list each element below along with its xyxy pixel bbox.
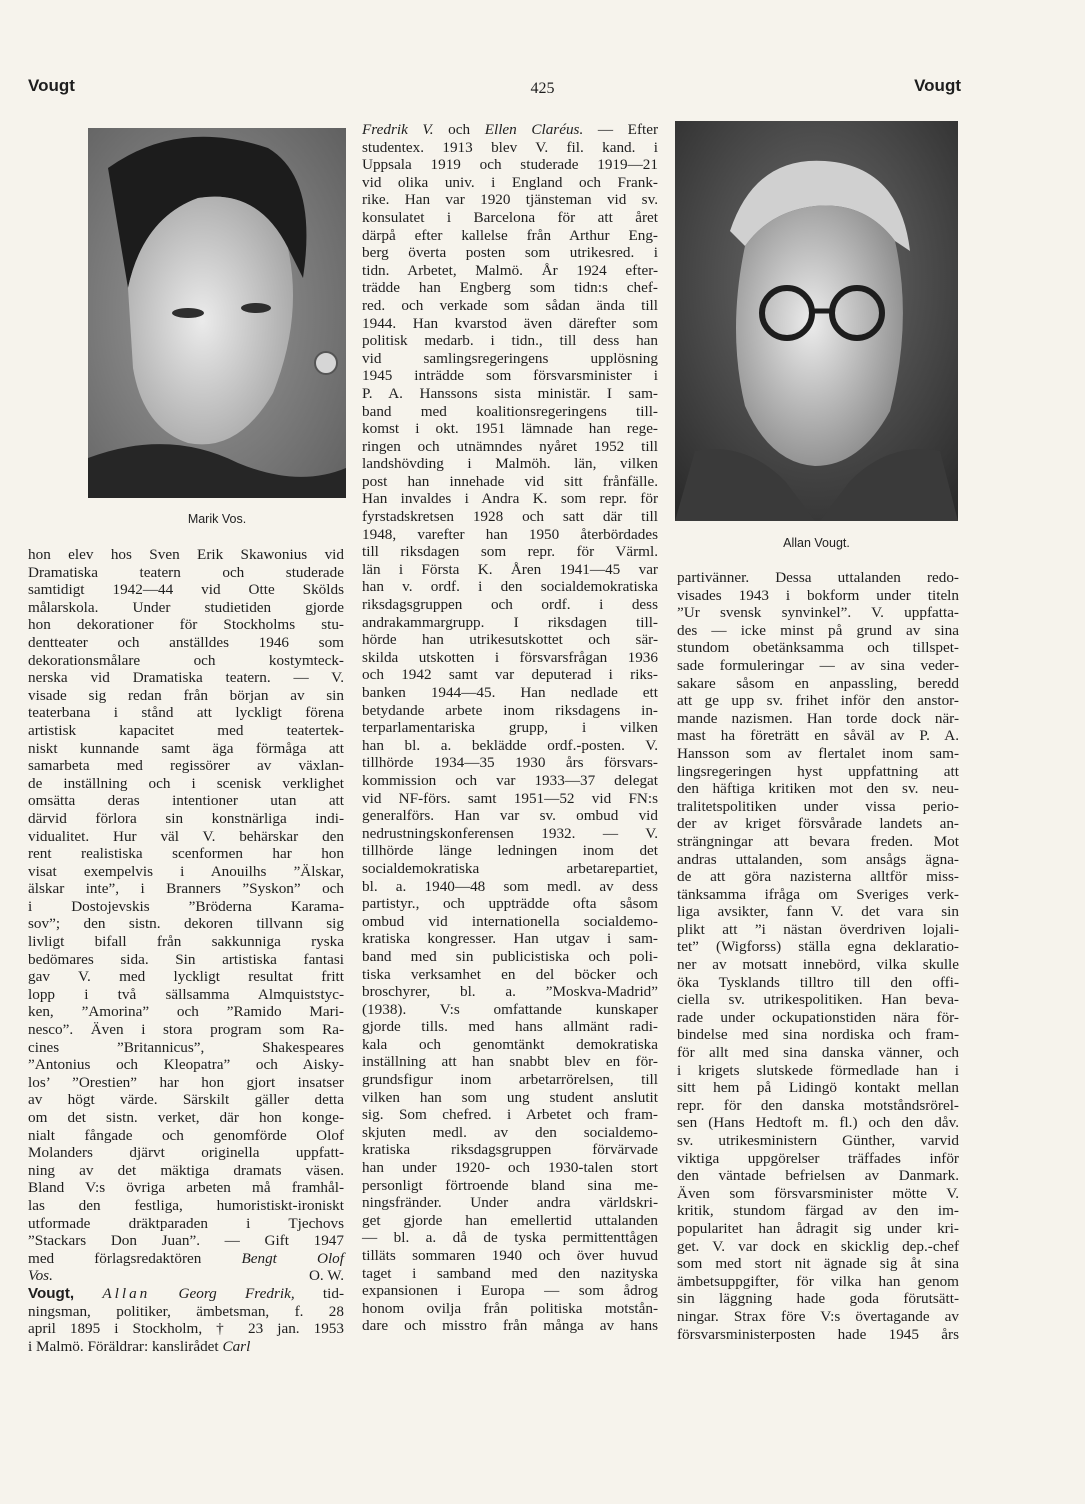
text-line: hon dekorationer för Stockholms stu-	[28, 616, 344, 634]
portrait-photo-left	[88, 128, 346, 498]
text-line: grundsfigur inom arbetarrörelsen, till	[362, 1071, 658, 1089]
text-line: ning av det mäktiga dramats väsen.	[28, 1161, 344, 1179]
text-fragment: med förlagsredaktören	[28, 1249, 202, 1267]
text-line: kommission och var 1933—37 delegat	[362, 771, 658, 789]
text-line: teaterbana i stånd att lyckligt förena	[28, 704, 344, 722]
text-line: des — icke minst på grund av sina	[677, 621, 959, 639]
text-line: sade formuleringar — av sina veder-	[677, 656, 959, 674]
text-line: vid NF-förs. samt 1951—52 vid FN:s	[362, 789, 658, 807]
photo-caption-left: Marik Vos.	[187, 512, 247, 526]
text-line: vidualitet. Hur väl V. behärskar den	[28, 827, 344, 845]
text-line: de inställning och i scenisk verklighet	[28, 774, 344, 792]
text-line: Han invaldes i Andra K. som repr. för	[362, 490, 658, 508]
text-line: 1944. Han kvarstod även därefter som	[362, 314, 658, 332]
text-line: broschyrer, bl. a. ”Moskva-Madrid”	[362, 983, 658, 1001]
text-line: — bl. a. då de tyska permittenttågen	[362, 1229, 658, 1247]
text-line: för allt med sina danska vänner, och	[677, 1044, 959, 1062]
text-line: Dramatiska teatern och studerade	[28, 563, 344, 581]
text-line: stundom obetänksamma och tillspet-	[677, 639, 959, 657]
text-line: ningar. Strax före V:s övertagande av	[677, 1307, 959, 1325]
text-line: personligt förtroende bland sina me-	[362, 1176, 658, 1194]
text-line: sitt hem på Lidingö kontakt mellan	[677, 1079, 959, 1097]
text-line: mast ha företrätt en såväl av P. A.	[677, 727, 959, 745]
text-line: tillhörde 1934—35 1930 års försvars-	[362, 754, 658, 772]
text-line: popularitet han ådragit sig under kri-	[677, 1219, 959, 1237]
text-line: socialdemokratiska arbetarepartiet,	[362, 859, 658, 877]
text-line: generalförs. Han var sv. ombud vid	[362, 807, 658, 825]
text-line: strängningar att bevara freden. Mot	[677, 832, 959, 850]
text-line: sv. utrikesministern Günther, varvid	[677, 1132, 959, 1149]
text-line: nedrustningskonferensen 1932. — V.	[362, 824, 658, 842]
text-line: lingsregeringen hyst uppfattning att	[677, 762, 959, 780]
text-line: de att göra nazisterna alltför miss-	[677, 868, 959, 886]
text-line: sov”; den sistn. dekoren tillvann sig	[28, 915, 344, 933]
text-line: bedömares sida. Sin artistiska fantasi	[28, 950, 344, 968]
text-line: omsätta deras intentioner utan att	[28, 792, 344, 810]
entry-headword-line: Vougt, Allan Georg Fredrik, tid-	[28, 1284, 344, 1302]
text-line: Hansson som av flertalet inom sam-	[677, 744, 959, 762]
text-line: ner av motsatt innebörd, vilka skulle	[677, 956, 959, 974]
text-line: repr. för den danska motståndsrörel-	[677, 1096, 959, 1114]
text-line: honom ovilja från politiska motstån-	[362, 1299, 658, 1317]
text-line: sin läggning hade goda förutsätt-	[677, 1290, 959, 1308]
text-line: band med sin publicistiska och poli-	[362, 947, 658, 965]
text-line: ”Ur svensk synvinkel”. V. uppfatta-	[677, 604, 959, 622]
text-line: nesco”. Även i stora program som Ra-	[28, 1021, 344, 1039]
text-line: get. V. var dock en skicklig dep.-chef	[677, 1237, 959, 1255]
text-line: dare och misstro från många av hans	[362, 1317, 658, 1335]
text-line: han under 1920- och 1930-talen stort	[362, 1159, 658, 1177]
text-line: taget i samband med den nazityska	[362, 1264, 658, 1282]
text-line: att ge upp sv. frihet inför den anstor-	[677, 692, 959, 710]
text-line: skilda utskotten i försvarsfrågan 1936	[362, 648, 658, 666]
text-line: sakare såsom en anpassling, beredd	[677, 674, 959, 692]
text-line: politisk medarb. i tidn., till dess han	[362, 332, 658, 350]
text-line: berg överta posten som utrikesred. i	[362, 244, 658, 262]
text-line: post han innehade vid sitt frånfälle.	[362, 472, 658, 490]
text-line: red. och verkade som sådan ända till	[362, 296, 658, 314]
text-line: vilken han som ung student anslutit	[362, 1088, 658, 1106]
text-line: nialt fångade och genomförde Olof	[28, 1126, 344, 1144]
text-line: der av kriget försvårade landets an-	[677, 815, 959, 833]
text-column-1	[28, 546, 344, 1355]
text-line: vid samlingsregeringens upplösning	[362, 349, 658, 367]
text-line: ningsfränder. Under andra världskri-	[362, 1194, 658, 1212]
text-line: försvarsministerposten hade 1945 års	[677, 1325, 959, 1343]
text-line: P. A. Hanssons sista ministär. I sam-	[362, 384, 658, 402]
text-line: tänksamma ifråga om Sveriges verk-	[677, 885, 959, 903]
text-line: samarbeta med regissörer av växlan-	[28, 757, 344, 775]
text-line: utformade dräktparaden i Tjechovs	[28, 1214, 344, 1232]
text-line: liga avsikter, fann V. det vara sin	[677, 903, 959, 921]
text-line: tiska verksamhet en del böcker och	[362, 965, 658, 983]
text-line: komst i okt. 1951 lämnade han rege-	[362, 420, 658, 438]
text-line: viktiga uppgörelser träffades inför	[677, 1149, 959, 1167]
text-line: terparlamentariska grupp, i vilken	[362, 719, 658, 737]
text-line: tidn. Arbetet, Malmö. År 1924 efter-	[362, 261, 658, 279]
text-line: kratiska riksdagsgruppen förvärvade	[362, 1141, 658, 1159]
text-line: april 1895 i Stockholm, † 23 jan. 1953	[28, 1320, 344, 1338]
text-line: partistyr., och uppträdde ofta såsom	[362, 895, 658, 913]
text-line: tet” (Wigforss) ställa egna deklaratio-	[677, 938, 959, 956]
text-line: Även som försvarsminister mötte V.	[677, 1184, 959, 1202]
text-line: ”Stackars Don Juan”. — Gift 1947	[28, 1232, 344, 1250]
text-line: som med stort nit ägnade sig åt sina	[677, 1255, 959, 1273]
text-line: artistisk kapacitet med teatertek-	[28, 721, 344, 739]
text-line: studentex. 1913 blev V. fil. kand. i	[362, 138, 658, 156]
text-line: därpå efter kallelse från Arthur Eng-	[362, 226, 658, 244]
text-line: 1948, varefter han 1950 återbördades	[362, 525, 658, 543]
text-line: tilläts sommaren 1940 och över huvud	[362, 1247, 658, 1264]
entry-middle-names: Georg Fredrik,	[178, 1284, 295, 1302]
text-line: sig. Som chefred. i Arbetet och fram-	[362, 1106, 658, 1124]
text-line: livligt bifall från sakkunniga ryska	[28, 933, 344, 951]
text-line: dekorationsmålare och kostymteck-	[28, 651, 344, 669]
running-head-right: Vougt	[914, 76, 961, 95]
text-line: fyrstadskretsen 1928 och satt där till	[362, 508, 658, 526]
page-number: 425	[530, 80, 555, 97]
text-line: han bl. a. beklädde ordf.-posten. V.	[362, 736, 658, 754]
text-line: riksdagsgruppen och ordf. i dess	[362, 596, 658, 614]
text-line: las den festliga, humoristiskt-ironiskt	[28, 1196, 344, 1214]
text-line: expansionen i Europa — som ådrog	[362, 1282, 658, 1300]
text-line: tralitetspolitiken under vissa perio-	[677, 797, 959, 815]
text-line: gjorde tills. med hans allmänt radi-	[362, 1018, 658, 1036]
text-line: i Dostojevskis ”Bröderna Karama-	[28, 897, 344, 915]
text-line: mande nazismen. Han torde dock när-	[677, 709, 959, 727]
text-line: kritik, stundom färgad av den im-	[677, 1202, 959, 1220]
entry-headword: Vougt,	[28, 1284, 75, 1302]
text-line: om det sistn. verket, där hon konge-	[28, 1109, 344, 1126]
text-line: ciella sv. utrikespolitiken. Han beva-	[677, 991, 959, 1009]
text-line: tillhörde länge ledningen inom det	[362, 842, 658, 860]
text-line: samtidigt 1942—44 vid Otte Skölds	[28, 581, 344, 599]
text-line: och 1942 samt var deputerad i riks-	[362, 666, 658, 684]
text-line: i krigets slutskede förmedlade han i	[677, 1061, 959, 1079]
text-line: banken 1944—45. Han nedlade ett	[362, 684, 658, 701]
text-line: 1945 inträdde som försvarsminister i	[362, 367, 658, 385]
text-line: därvid förlora sin konstnärliga indi-	[28, 809, 344, 827]
text-line: andrakammargrupp. I riksdagen till-	[362, 613, 658, 631]
entry-father-line: i Malmö. Föräldrar: kanslirådet Carl	[28, 1337, 251, 1355]
text-line: plikt att ”i nästan överdriven lojali-	[677, 920, 959, 938]
text-line: cines ”Britannicus”, Shakespeares	[28, 1038, 344, 1056]
text-line: inställning att han snabbt blev en för-	[362, 1053, 658, 1071]
col1-signature-line: Vos. O. W.	[28, 1267, 344, 1285]
text-line: niskt kunnande samt äga förmåga att	[28, 739, 344, 757]
col1-spouse-line: med förlagsredaktören Bengt Olof	[28, 1249, 344, 1267]
text-line: trädde han Engberg som tidn:s chef-	[362, 279, 658, 297]
text-line: visade sig redan från början av sin	[28, 686, 344, 704]
text-line: ämbetsuppgifter, för vilka han genom	[677, 1272, 959, 1290]
photo-caption-right: Allan Vougt.	[783, 536, 850, 550]
text-line: partivänner. Dessa uttalanden redo-	[677, 569, 959, 586]
text-line: ken, ”Amorina” och ”Ramido Mari-	[28, 1003, 344, 1021]
text-line: ningsman, politiker, ämbetsman, f. 28	[28, 1302, 344, 1320]
text-line: kratiska kongresser. Han utgav i sam-	[362, 930, 658, 948]
text-line: los’ ”Orestien” har hon gjort insatser	[28, 1073, 344, 1091]
text-line: län i Första K. Åren 1941—45 var	[362, 560, 658, 578]
text-line: sen (Hans Hedtoft m. fl.) och den dåv.	[677, 1114, 959, 1132]
text-line: visat exempelvis i Anouilhs ”Älskar,	[28, 862, 344, 880]
text-line: band med koalitionsregeringens till-	[362, 402, 658, 420]
text-line: betydande arbete inom riksdagens in-	[362, 701, 658, 719]
entry-first-name: Allan	[102, 1284, 151, 1302]
col2-first-line: Fredrik V. och Ellen Claréus. — Efter	[362, 121, 659, 138]
text-line: rade under ockupationstiden nära för-	[677, 1008, 959, 1026]
text-line: den häftiga kritiken mot den sv. neu-	[677, 780, 959, 798]
text-line: ombud vid internationella socialdemo-	[362, 912, 658, 930]
text-line: målarskola. Under studietiden gjorde	[28, 598, 344, 616]
text-line: Bland V:s övriga arbeten må framhål-	[28, 1179, 344, 1197]
text-line: ringen och utnämndes nyåret 1952 till	[362, 437, 658, 455]
text-line: ”Antonius och Kleopatra” och Aisky-	[28, 1056, 344, 1074]
text-line: lopp i två sällsamma Almquiststyc-	[28, 985, 344, 1003]
text-column-2	[362, 121, 658, 1335]
text-line: vid olika univ. i England och Frank-	[362, 173, 658, 191]
text-line: (1938). V:s omfattande kunskaper	[362, 1000, 658, 1018]
text-line: till riksdagen som repr. för Värml.	[362, 543, 658, 561]
text-line: bindelse med sina nordiska och fram-	[677, 1026, 959, 1044]
text-line: Uppsala 1919 och studerade 1919—21	[362, 156, 658, 174]
text-line: landshövding i Malmöh. län, vilken	[362, 455, 658, 473]
text-line: älskar inte”, i Branners ”Syskon” och	[28, 880, 344, 898]
text-line: öka Tysklands tilltro till den offi-	[677, 973, 959, 991]
text-fragment: i Malmö. Föräldrar: kanslirådet	[28, 1337, 219, 1355]
text-line: den väntade befrielsen av Danmark.	[677, 1167, 959, 1185]
text-line: hon elev hos Sven Erik Skawonius vid	[28, 546, 344, 563]
text-line: andras uttalanden, som ansågs ägna-	[677, 850, 959, 868]
portrait-photo-right	[675, 121, 958, 521]
text-line: hörde han utrikesutskottet och sär-	[362, 631, 658, 649]
text-line: get gjorde han emellertid uttalanden	[362, 1211, 658, 1229]
text-line: rent realistiska scenformen har hon	[28, 845, 344, 863]
running-head-left: Vougt	[28, 76, 75, 95]
text-line: han v. ordf. i den socialdemokratiska	[362, 578, 658, 596]
text-line: dentteater och anställdes 1946 som	[28, 633, 344, 651]
text-line: gav V. med lyckligt resultat fritt	[28, 968, 344, 986]
text-line: nerska vid Dramatiska teatern. — V.	[28, 669, 344, 687]
text-line: rike. Han var 1920 tjänsteman vid sv.	[362, 191, 658, 209]
text-line: visades 1943 i bokform under titeln	[677, 586, 959, 604]
text-line: Molanders djärvt originella uppfatt-	[28, 1144, 344, 1162]
text-line: bl. a. 1940—48 som medl. av dess	[362, 877, 658, 895]
text-line: konsulatet i Barcelona för att året	[362, 208, 658, 226]
text-line: kala och genomtänkt demokratiska	[362, 1035, 658, 1053]
text-line: av högt värde. Särskilt gäller detta	[28, 1091, 344, 1109]
text-column-3	[677, 569, 959, 1343]
text-line: skjuten medl. av den socialdemo-	[362, 1123, 658, 1141]
